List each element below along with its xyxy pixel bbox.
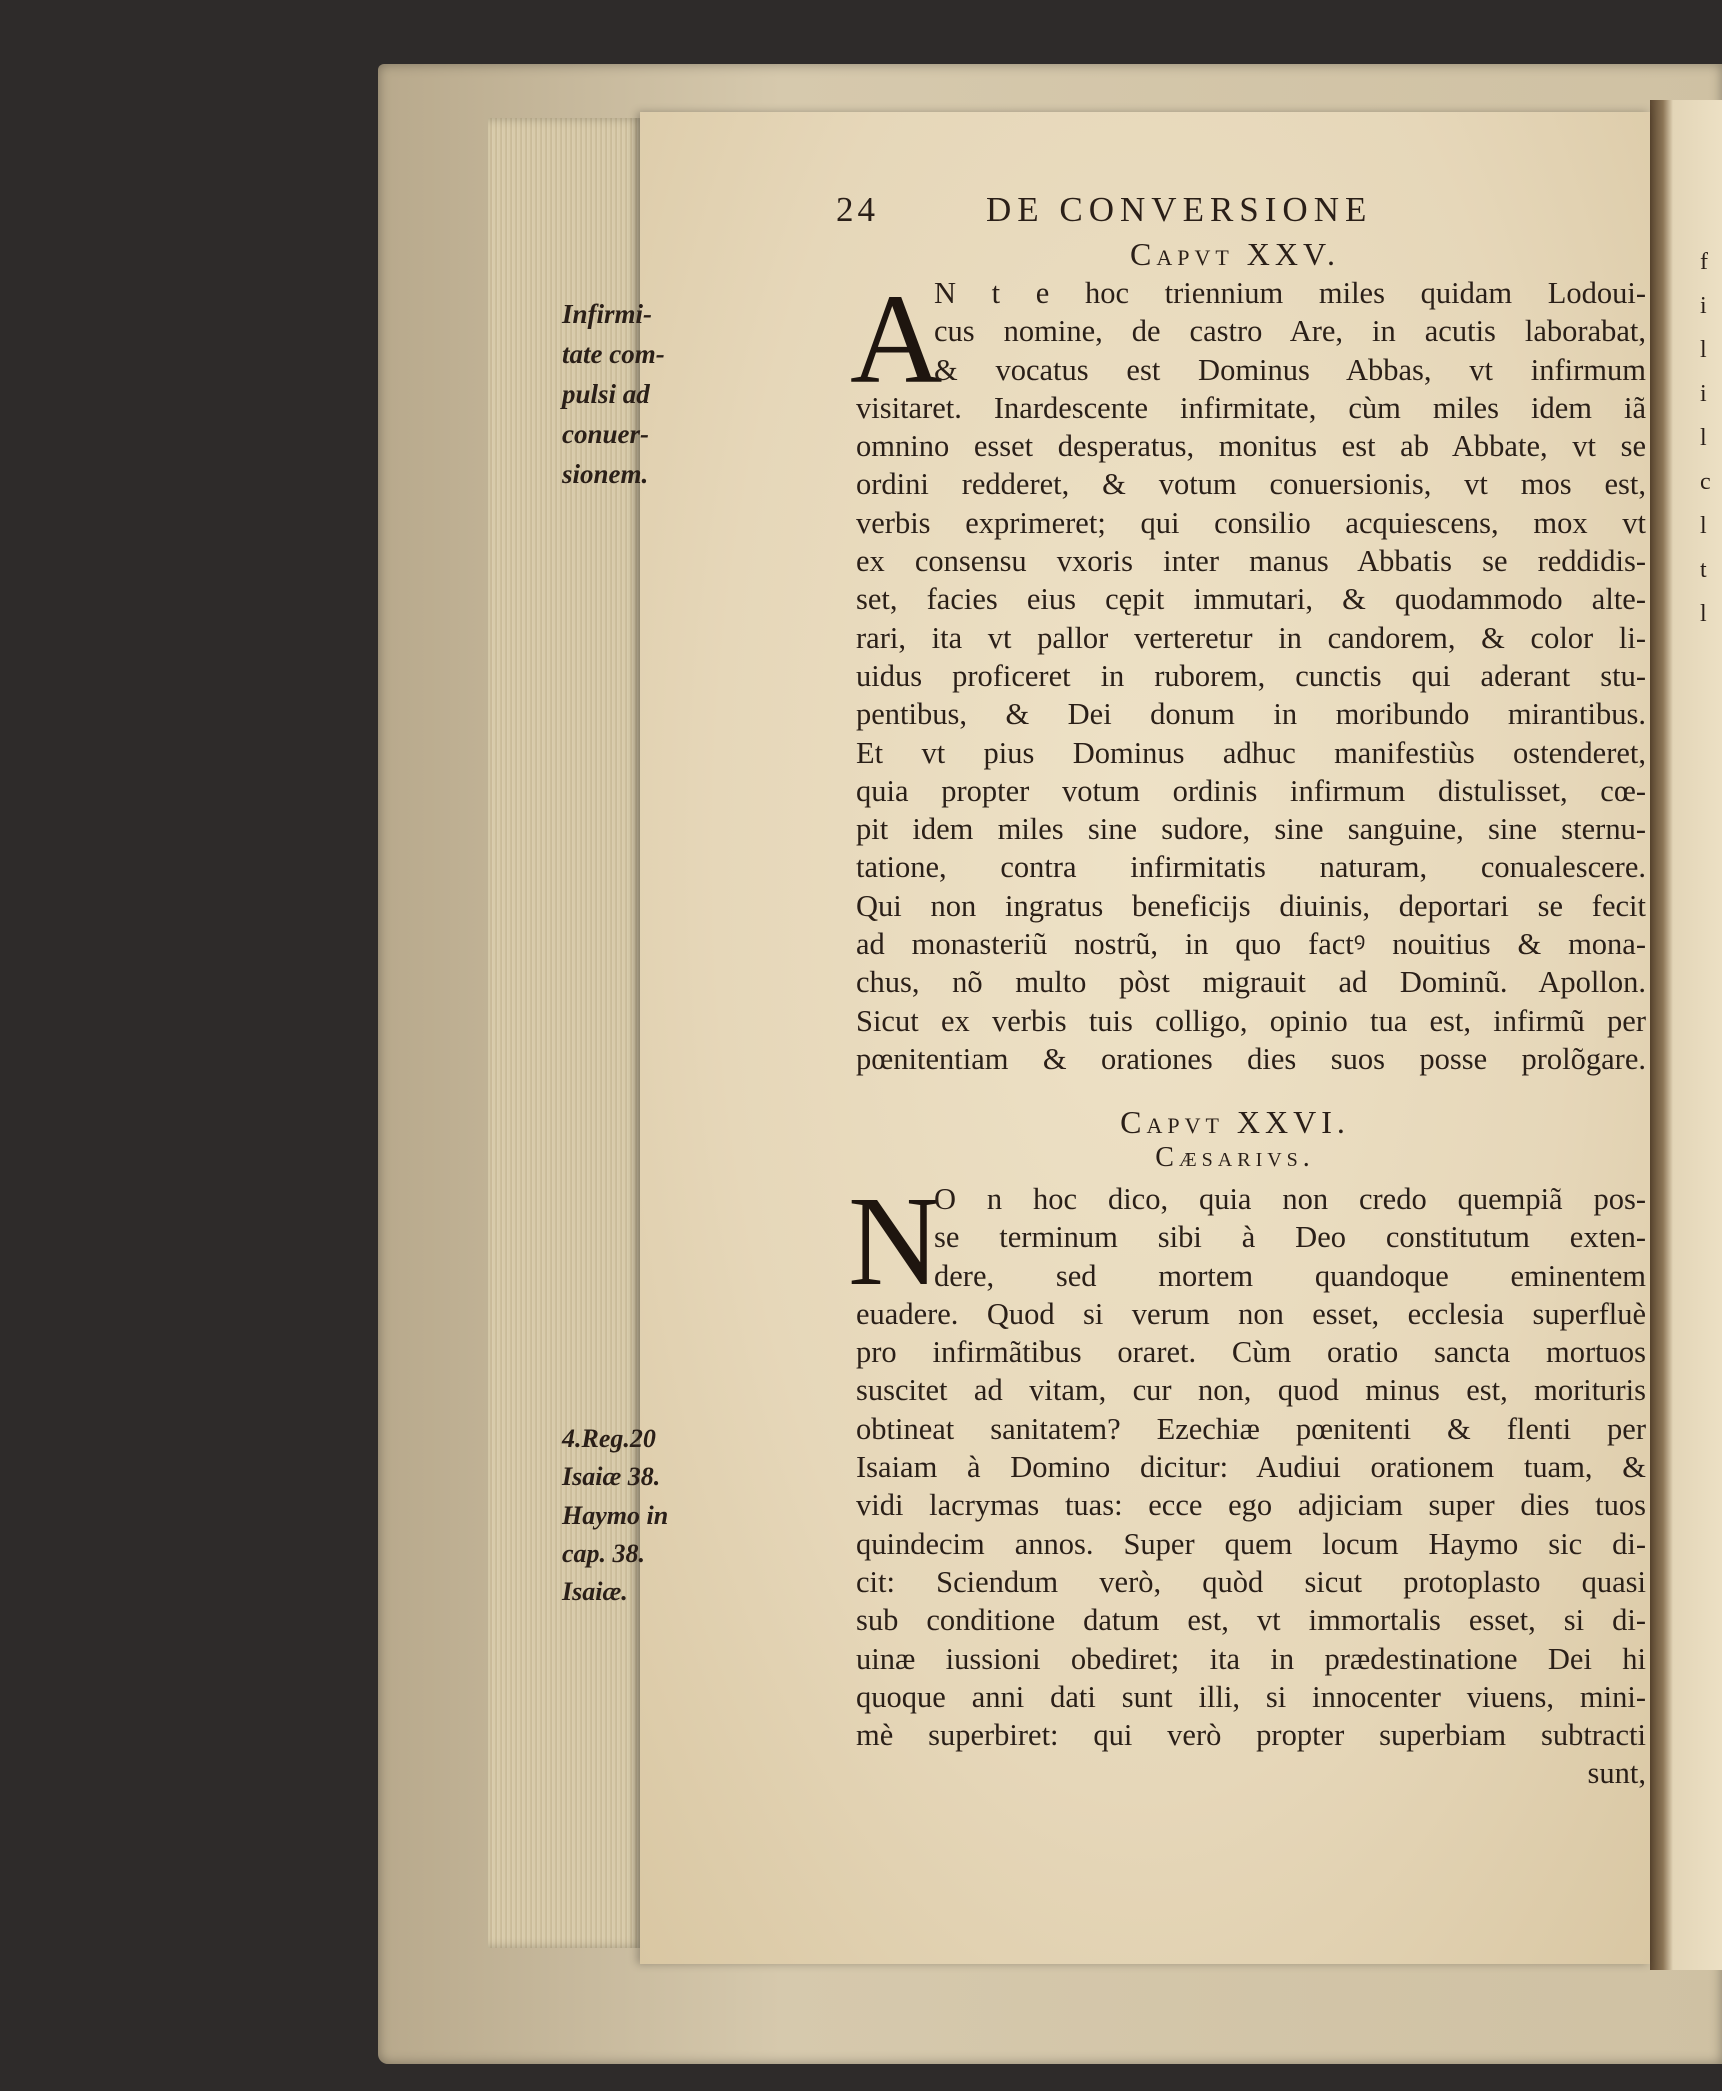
- chapter-text: [856, 1180, 1646, 1793]
- facing-letter: l: [1700, 337, 1707, 363]
- text-line: chus, nõ multo pòst migrauit ad Dominũ. Apollon.: [856, 965, 1646, 1000]
- text-line: quoque anni dati sunt illi, si innocenter viuens, mini-: [856, 1679, 1646, 1714]
- text-line: set, facies eius cępit immutari, & quodammodo alte-: [856, 582, 1646, 617]
- text-line: pœnitentiam & orationes dies suos posse prolõgare.: [856, 1041, 1646, 1076]
- margin-note: [562, 1420, 692, 1611]
- margin-note-line: pulsi ad: [562, 379, 650, 409]
- book-page: [562, 112, 1650, 1964]
- text-line: suscitet ad vitam, cur non, quod minus est, morituris: [856, 1373, 1646, 1408]
- running-title: DE CONVERSIONE: [986, 190, 1373, 229]
- page-number: 24: [836, 190, 879, 229]
- text-line: uidus proficeret in ruborem, cunctis qui aderant stu-: [856, 658, 1646, 693]
- catchword: sunt,: [1587, 1756, 1646, 1791]
- facing-letter: i: [1700, 293, 1707, 319]
- margin-note-line: conuer-: [562, 419, 649, 449]
- facing-letter: l: [1700, 425, 1707, 451]
- text-line: Qui non ingratus beneficijs diuinis, deportari se fecit: [856, 888, 1646, 923]
- margin-note-line: tate com-: [562, 339, 665, 369]
- text-line: Isaiam à Domino dicitur: Audiui orationem tuam, &: [856, 1450, 1646, 1485]
- text-line: rari, ita vt pallor verteretur in candorem, & color li-: [856, 620, 1646, 655]
- facing-letter: f: [1700, 249, 1708, 275]
- margin-note-line: Isaiæ 38.: [562, 1462, 661, 1492]
- facing-letter: l: [1700, 601, 1707, 627]
- facing-page-text: [1700, 240, 1722, 636]
- text-line: euadere. Quod si verum non esset, ecclesia superfluè: [856, 1296, 1646, 1331]
- text-line: ordini redderet, & votum conuersionis, vt mos est,: [856, 467, 1646, 502]
- margin-note-line: Haymo in: [562, 1500, 669, 1530]
- margin-note-line: cap. 38.: [562, 1538, 646, 1568]
- text-line: Et vt pius Dominus adhuc manifestiùs ostenderet,: [856, 735, 1646, 770]
- chapter-heading: Capvt XXVI.: [1120, 1104, 1350, 1140]
- text-line: quia propter votum ordinis infirmum distulisset, cœ-: [856, 773, 1646, 808]
- speaker-name: Cæsarivs.: [1155, 1142, 1315, 1173]
- drop-capital: A: [850, 268, 943, 410]
- text-line: omnino esset desperatus, monitus est ab Abbate, vt se: [856, 429, 1646, 464]
- text-line: N t e hoc triennium miles quidam Lodoui-: [934, 276, 1646, 310]
- text-line: verbis exprimeret; qui consilio acquiescens, mox vt: [856, 505, 1646, 540]
- text-line: tatione, contra infirmitatis naturam, conualescere.: [856, 850, 1646, 885]
- chapter-text: [856, 274, 1646, 1078]
- text-line: cit: Sciendum verò, quòd sicut protoplasto quasi: [856, 1564, 1646, 1599]
- margin-note-line: Isaiæ.: [562, 1577, 628, 1607]
- text-line: ad monasteriũ nostrũ, in quo factꝰ nouitius & mona-: [856, 927, 1646, 962]
- facing-letter: l: [1700, 513, 1707, 539]
- text-line: ex consensu vxoris inter manus Abbatis se reddidis-: [856, 544, 1646, 579]
- text-line: sub conditione datum est, vt immortalis esset, si di-: [856, 1603, 1646, 1638]
- text-line: uinæ iussioni obediret; ita in prædestinatione Dei hi: [856, 1641, 1646, 1676]
- text-line: cus nomine, de castro Are, in acutis laborabat,: [934, 314, 1646, 349]
- text-line: pit idem miles sine sudore, sine sanguine, sine sternu-: [856, 812, 1646, 847]
- drop-capital: N: [848, 1170, 941, 1312]
- text-line: Sicut ex verbis tuis colligo, opinio tua est, infirmũ per: [856, 1003, 1646, 1038]
- margin-note-line: sionem.: [562, 459, 649, 489]
- page-header: [836, 190, 1536, 240]
- margin-note-line: 4.Reg.20: [562, 1424, 656, 1453]
- text-line: & vocatus est Dominus Abbas, vt infirmum: [934, 352, 1646, 387]
- text-line: quindecim annos. Super quem locum Haymo sic di-: [856, 1526, 1646, 1561]
- text-line: O n hoc dico, quia non credo quempiã pos-: [934, 1182, 1646, 1216]
- text-line: pentibus, & Dei donum in moribundo mirantibus.: [856, 697, 1646, 732]
- facing-letter: i: [1700, 381, 1707, 407]
- margin-note-line: Infirmi-: [562, 299, 653, 329]
- text-line: mè superbiret: qui verò propter superbiam subtracti: [856, 1718, 1646, 1753]
- text-line: obtineat sanitatem? Ezechiæ pœnitenti & flenti per: [856, 1411, 1646, 1446]
- text-line: pro infirmãtibus oraret. Cùm oratio sancta mortuos: [856, 1335, 1646, 1370]
- facing-letter: t: [1700, 557, 1707, 583]
- text-line: dere, sed mortem quandoque eminentem: [934, 1258, 1646, 1293]
- text-line: visitaret. Inardescente infirmitate, cùm miles idem iã: [856, 390, 1646, 425]
- text-line: se terminum sibi à Deo constitutum exten-: [934, 1220, 1646, 1255]
- chapter-heading: Capvt XXV.: [1130, 236, 1340, 272]
- facing-letter: c: [1700, 469, 1711, 495]
- margin-note: [562, 294, 692, 494]
- text-line: vidi lacrymas tuas: ecce ego adjiciam super dies tuos: [856, 1488, 1646, 1523]
